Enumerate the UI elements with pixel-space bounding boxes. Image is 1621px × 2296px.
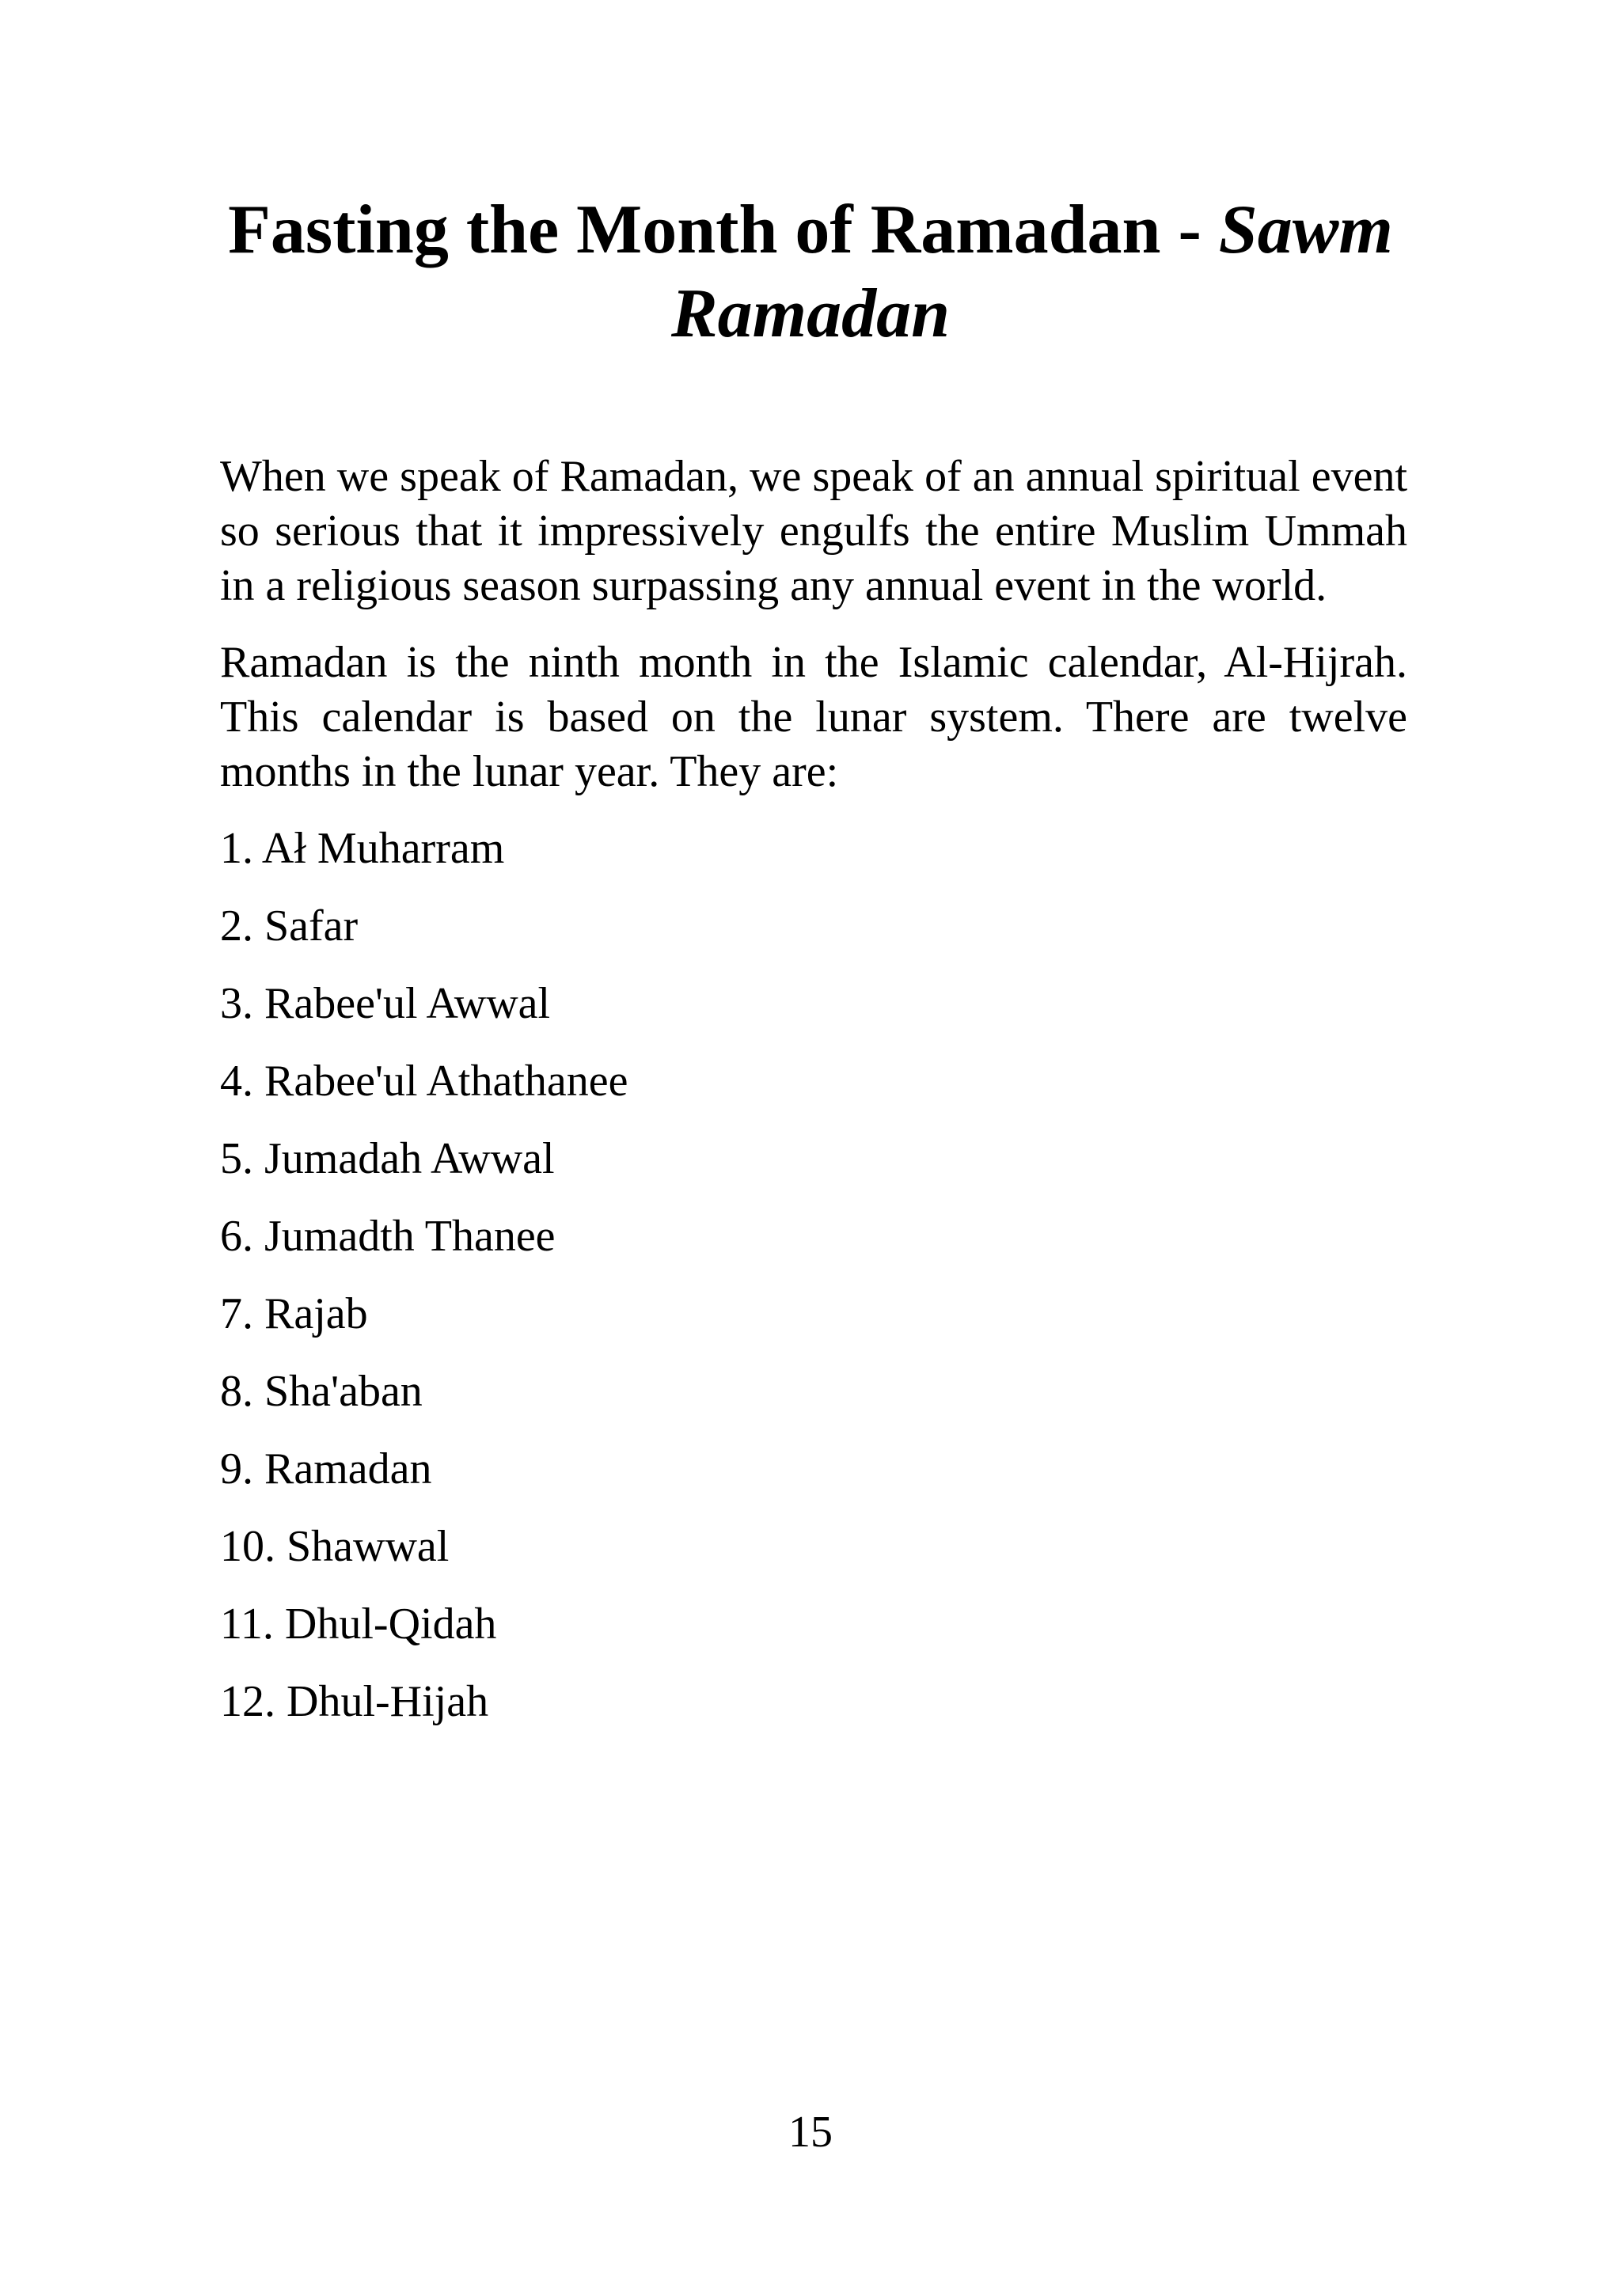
page-number: 15 [788,2108,833,2157]
intro-paragraph: When we speak of Ramadan, we speak of an annual spiritual event so serious that it impressively engulfs the entire Muslim Ummah in a religious season surpassing any annual event in the world. [220,452,1407,610]
list-item: 11. Dhul-Qidah [220,1600,497,1649]
list-item: 8. Sha'aban [220,1367,423,1416]
list-item: 1. Ał Muharram [220,824,505,873]
list-item: 3. Rabee'ul Awwal [220,979,551,1028]
page-title [158,188,1463,356]
calendar-paragraph: Ramadan is the ninth month in the Islamic calendar, Al-Hijrah. This calendar is based on the lunar system. There are twelve months in the lunar year. They are: [220,638,1407,796]
list-item: 9. Ramadan [220,1444,432,1493]
list-item: 4. Rabee'ul Athathanee [220,1057,628,1106]
list-item: 5. Jumadah Awwal [220,1134,555,1183]
list-item: 2. Safar [220,901,359,951]
list-item: 12. Dhul-Hijah [220,1677,489,1726]
document-body [220,450,1407,1752]
list-item: 7. Rajab [220,1289,368,1338]
list-item: 10. Shawwal [220,1522,450,1571]
list-item: 6. Jumadth Thanee [220,1212,556,1261]
page-title-italic: Sawm Ramadan [670,192,1393,352]
month-list [220,822,1407,1729]
page-title-main: Fasting the Month of Ramadan - [228,192,1219,268]
